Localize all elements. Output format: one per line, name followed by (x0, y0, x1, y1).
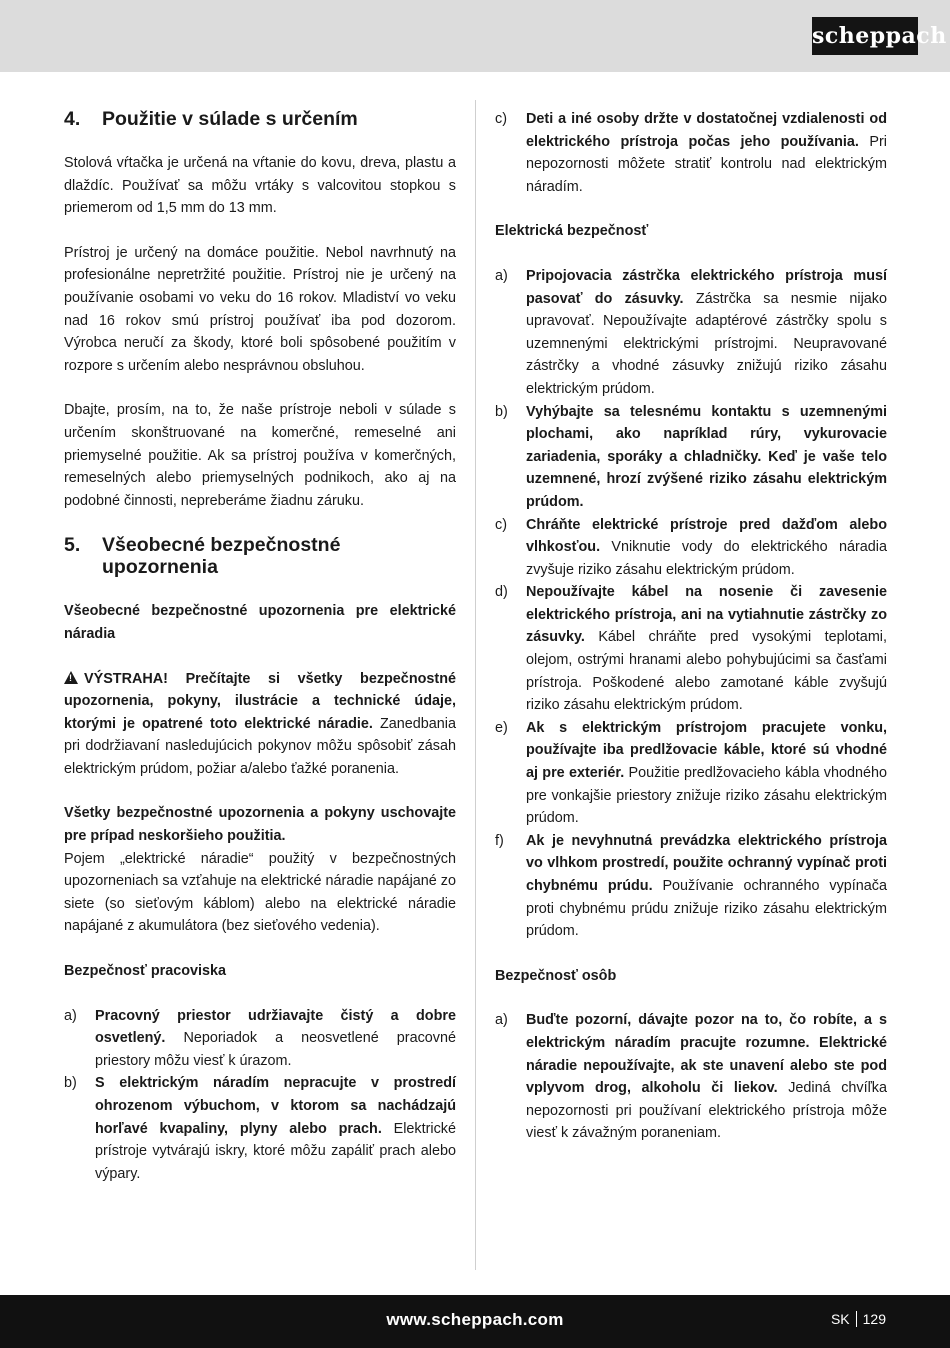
warning-paragraph: !VÝSTRAHA! Prečítajte si všetky bezpečnostné upozornenia, pokyny, ilustrácie a technické údaje, ktorými je opatrené toto elektrické náradie. Zanedbania pri dodržiavaní nasledujúcich pokynov môžu spôsobiť zásah elektrickým prúdom, požiar a/alebo ťažké poranenia. (64, 668, 456, 781)
paragraph-warranty: Dbajte, prosím, na to, že naše prístroje neboli v súlade s určením skonštruované na komerčné, remeselné ani priemyselné použitie. Ak sa prístroj používa v komerčných, remeselných alebo priemyselných podnikoch, ako aj na podobné činnosti, nepreberáme žiadnu záruku. (64, 402, 456, 509)
separator (856, 1311, 857, 1327)
list-item: a) Buďte pozorní, dávajte pozor na to, čo robíte, a s elektrickým náradím pracujte rozumne. Elektrické náradie nepoužívajte, ak ste unavení alebo ste pod vplyvom drog, alkoholu či liekov. Jediná chvíľka nepozornosti pri používaní elektrického prístroja môže viesť k závažným poraneniam. (495, 1012, 887, 1142)
work-area-list (64, 1005, 456, 1186)
list-item: e) Ak s elektrickým prístrojom pracujete vonku, používajte iba predlžovacie káble, ktoré sú vhodné aj pre exteriér. Použitie predlžovacieho kábla vhodného pre vonkajšie priestory znižuje riziko zásahu elektrickým prúdom. (495, 719, 887, 827)
list-item: d) Nepoužívajte kábel na nosenie či zavesenie elektrického prístroja, ani na vytiahnutie zástrčky zo zásuvky. Kábel chráňte pred vysokými teplotami, olejom, ostrými hranami alebo pohybujúcimi sa časťami prístroja. Poškodené alebo zamotané káble zvyšujú riziko zásahu elektrickým prúdom. (495, 584, 887, 714)
page-header (0, 0, 950, 72)
subheading-general-safety: Všeobecné bezpečnostné upozornenia pre elektrické náradia (64, 603, 456, 642)
subheading-personal-safety: Bezpečnosť osôb (495, 967, 617, 984)
subheading-work-area: Bezpečnosť pracoviska (64, 963, 227, 980)
list-item: a) Pracovný priestor udržiavajte čistý a dobre osvetlený. Neporiadok a neosvetlené pracovné priestory môžu viesť k úrazom. (64, 1007, 456, 1069)
column-divider (475, 100, 476, 1270)
list-item: c) Chráňte elektrické prístroje pred dažďom alebo vlhkosťou. Vniknutie vody do elektrického náradia zvyšuje riziko zásahu elektrickým prúdom. (495, 516, 887, 578)
list-item: c) Deti a iné osoby držte v dostatočnej vzdialenosti od elektrického prístroja počas jeho používania. Pri nepozornosti môžete stratiť kontrolu nad elektrickým náradím. (495, 111, 887, 195)
list-item: f) Ak je nevyhnutná prevádzka elektrického prístroja vo vlhkom prostredí, použite ochranný vypínač proti chybnému prúdu. Používanie ochranného vypínača proti chybnému prúdu znižuje riziko zásahu elektrickým prúdom. (495, 832, 887, 940)
page-footer (0, 1295, 950, 1348)
personal-safety-list (495, 1009, 887, 1145)
warning-triangle-icon (64, 671, 78, 684)
keep-instructions-paragraph: Všetky bezpečnostné upozornenia a pokyny uschovajte pre prípad neskoršieho použitia. Pojem „elektrické náradie“ použitý v bezpečnostných upozorneniach sa vzťahuje na elektrické náradie napájané zo siete (so sieťovým káblom) alebo na elektrické náradie napájané z akumulátora (bez sieťového vedenia). (64, 805, 456, 935)
section-heading-5: 5. Všeobecné bezpečnostné upozornenia (64, 534, 341, 579)
paragraph-domestic-use: Prístroj je určený na domáce použitie. Nebol navrhnutý na profesionálne nepretržité použitie. Prístroj nie je určený na používanie osobami vo veku do 16 rokov. Mladiství vo veku nad 16 rokov smú prístroj používať iba pod dozorom. Výrobca neručí za škody, ktoré boli spôsobené použitím v rozpore s určením alebo nesprávnou obsluhou. (64, 244, 456, 374)
left-column (64, 108, 456, 1207)
brand-logo: scheppach (812, 17, 918, 55)
list-item: b) Vyhýbajte sa telesnému kontaktu s uzemnenými plochami, ako napríklad rúry, vykurovacie zariadenia, sporáky a chladničky. Keď je vaše telo uzemnené, hrozí zvýšené riziko zásahu elektrickým prúdom. (495, 403, 887, 510)
work-area-list-continued (495, 108, 887, 198)
section-heading-4: 4. Použitie v súlade s určením (64, 108, 358, 130)
page-number: SK 129 (830, 1311, 886, 1327)
paragraph-intended-use: Stolová vŕtačka je určená na vŕtanie do kovu, dreva, plastu a dlaždíc. Používať sa môžu vrtáky s valcovitou stopkou s priemerom od 1,5 mm do 13 mm. (64, 155, 456, 217)
subheading-electrical-safety: Elektrická bezpečnosť (495, 223, 649, 240)
list-item: b) S elektrickým náradím nepracujte v prostredí ohrozenom výbuchom, v ktorom sa nachádzajú horľavé kvapaliny, plyny alebo prach. Elektrické prístroje vytvárajú iskry, ktoré môžu zapáliť prach alebo výpary. (64, 1075, 457, 1182)
list-item: a) Pripojovacia zástrčka elektrického prístroja musí pasovať do zásuvky. Zástrčka sa nesmie nijako upravovať. Nepoužívajte adaptérové zástrčky spolu s uzemnenými elektrickými prístrojmi. Neupravované zástrčky a vhodné zásuvky znižujú riziko zásahu elektrickým prúdom. (495, 267, 887, 397)
electrical-safety-list (495, 265, 887, 943)
right-column (495, 108, 887, 1167)
website-link[interactable]: www.scheppach.com (386, 1310, 564, 1329)
